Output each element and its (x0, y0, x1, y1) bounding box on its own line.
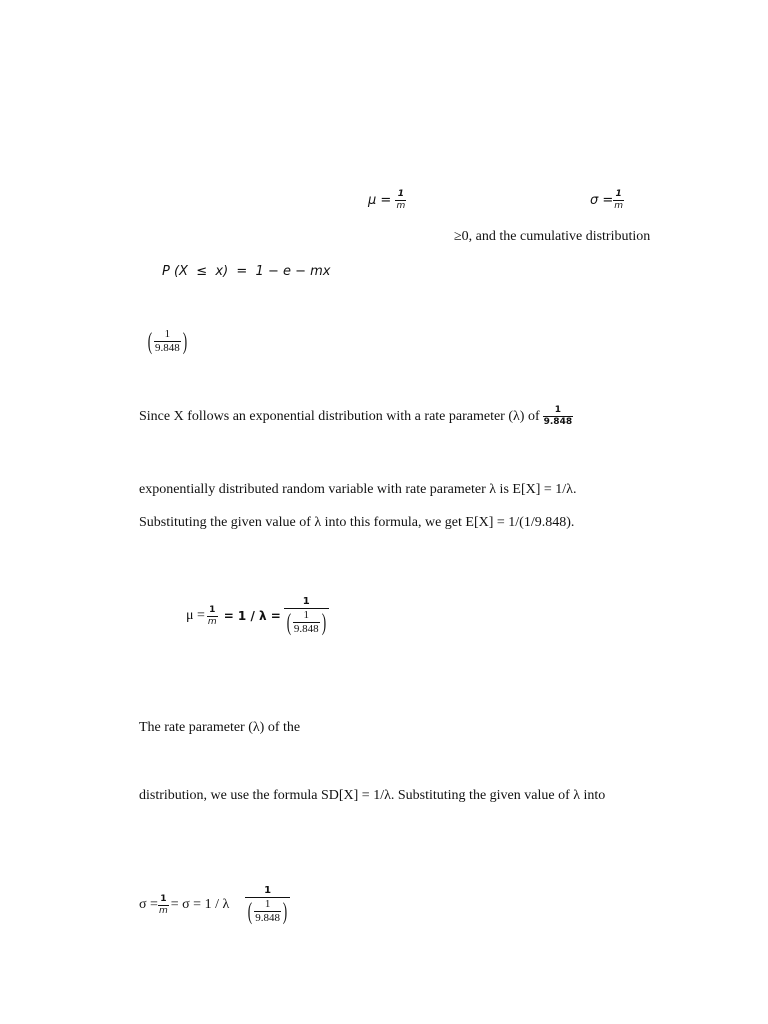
sigma-formula (590, 190, 624, 211)
mu-eq-right-paren: ) (321, 609, 326, 636)
rate-fraction (154, 329, 181, 354)
mu-eq-mid: = 1 / λ = (223, 609, 281, 623)
mu-symbol: μ (368, 193, 377, 208)
sigma-eq-prefix: σ = (139, 897, 158, 912)
mu-fraction (395, 190, 406, 211)
paragraph-rate-of-the: The rate parameter (λ) of the (139, 720, 301, 735)
cdf-formula: P (X ≤ x) = 1 − e − mx (162, 264, 331, 279)
sigma-numerator: 1 (613, 190, 624, 201)
mu-denominator: m (396, 201, 406, 211)
paragraph-substitution: Substituting the given value of λ into this formula, we get E[X] = 1/(1/9.848). (139, 515, 575, 530)
paragraph-rate-denominator: 9.848 (543, 417, 573, 427)
sigma-eq-numerator: 1 (158, 895, 169, 906)
mu-eq-prefix: μ = (186, 608, 205, 623)
paragraph-rate-text: Since X follows an exponential distribution with a rate parameter (λ) of (139, 408, 540, 424)
sigma-eq-inner-numerator: 1 (254, 899, 281, 912)
sigma-eq-fraction (158, 895, 169, 916)
sigma-eq-left-paren: ( (248, 898, 253, 925)
paragraph-rate-numerator: 1 (543, 406, 573, 417)
mu-eq-numerator: 1 (207, 606, 218, 617)
sigma-fraction (613, 190, 624, 211)
mu-eq-inner-numerator: 1 (293, 610, 320, 623)
sigma-eq-right-paren: ) (282, 898, 288, 925)
mu-eq-inner-denominator: 9.848 (293, 623, 319, 635)
sigma-eq-outer-fraction (245, 886, 290, 924)
mu-eq-outer-numerator: 1 (284, 597, 329, 609)
sigma-denominator: m (614, 201, 624, 211)
sigma-equation (139, 886, 290, 924)
mu-eq-denominator: m (207, 616, 217, 627)
rate-fraction-standalone (146, 329, 189, 354)
sigma-eq-inner-denominator: 9.848 (255, 912, 280, 924)
sigma-eq-mid: = σ = 1 / λ (170, 897, 230, 912)
rate-numerator: 1 (154, 329, 181, 342)
mu-numerator: 1 (395, 190, 406, 201)
paragraph-rate-parameter (139, 406, 573, 427)
paragraph-rate-fraction (543, 406, 573, 427)
mu-equals: = (380, 193, 392, 208)
mu-equation (186, 597, 329, 635)
mu-eq-inner-fraction (293, 610, 320, 635)
sigma-equals: = (602, 193, 614, 208)
right-paren: ) (182, 328, 187, 355)
mu-eq-left-paren: ( (286, 609, 292, 636)
mu-formula (368, 190, 406, 211)
sigma-symbol: σ (590, 193, 599, 208)
rate-denominator: 9.848 (155, 342, 180, 354)
sigma-eq-outer-numerator: 1 (245, 886, 290, 898)
left-paren: ( (147, 328, 153, 355)
sigma-eq-denominator: m (158, 905, 168, 916)
paragraph-expected-value: exponentially distributed random variable with rate parameter λ is E[X] = 1/λ. (139, 482, 577, 497)
mu-eq-outer-fraction (284, 597, 329, 635)
paragraph-standard-deviation: distribution, we use the formula SD[X] = 1/λ. Substituting the given value of λ into (139, 788, 606, 803)
mu-eq-fraction (207, 606, 218, 627)
cdf-fragment: ≥0, and the cumulative distribution (454, 229, 651, 244)
sigma-eq-inner-fraction (254, 899, 281, 924)
